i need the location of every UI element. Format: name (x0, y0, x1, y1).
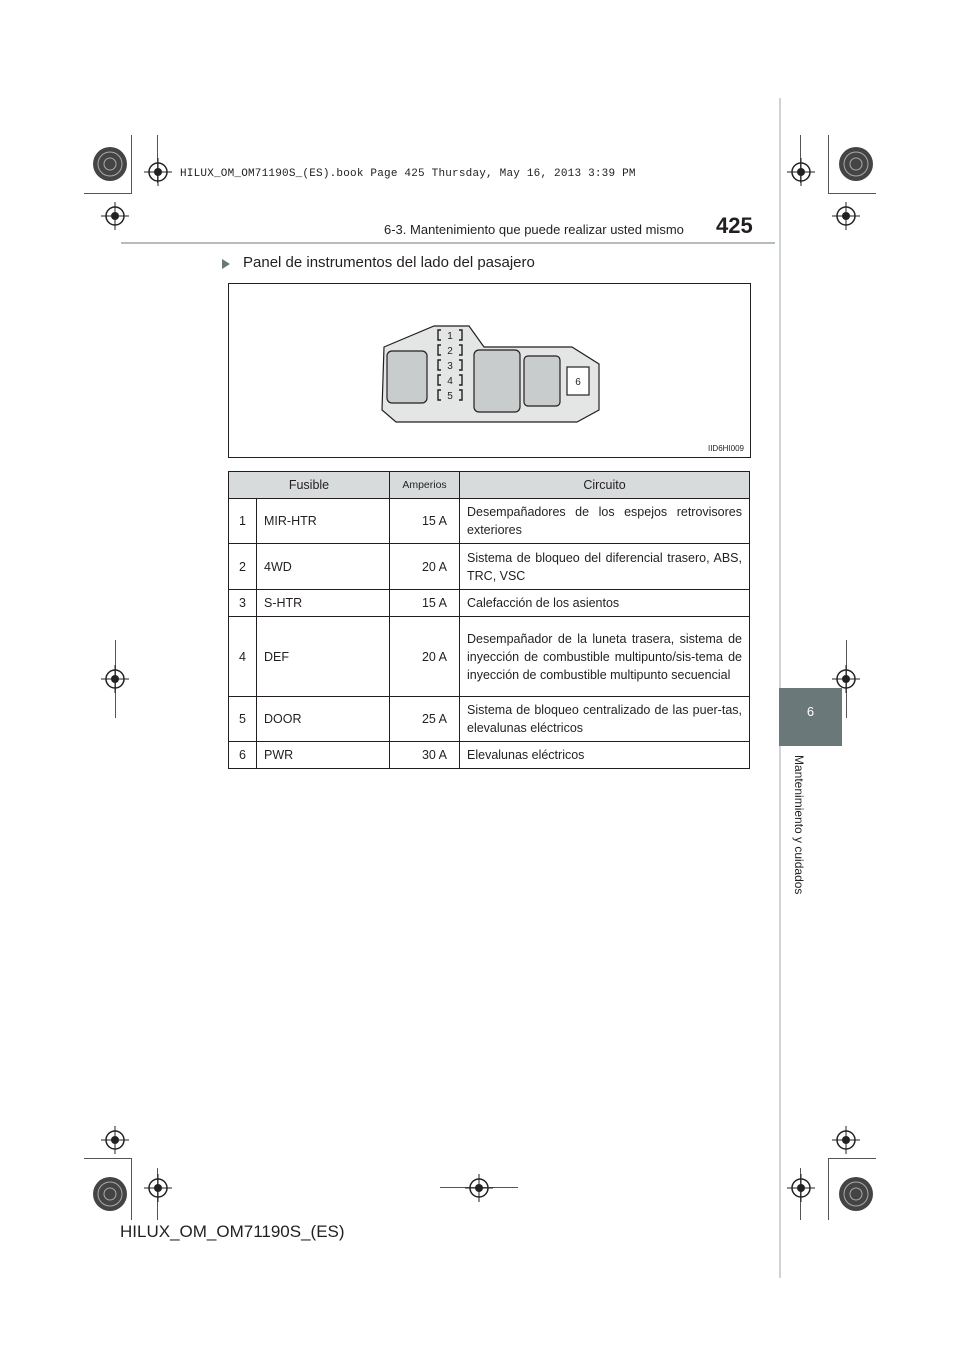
fuse-circuit: Calefacción de los asientos (460, 590, 750, 617)
registration-mark-icon (101, 1126, 129, 1154)
registration-mark-icon (144, 1174, 172, 1202)
table-row (229, 697, 750, 742)
fuse-name: 4WD (257, 544, 390, 590)
registration-mark-icon (787, 158, 815, 186)
table-row (229, 617, 750, 697)
registration-mark-icon (101, 202, 129, 230)
registration-mark-icon (144, 158, 172, 186)
rosette-mark-icon (92, 1176, 128, 1212)
fuse-amps: 30 A (390, 742, 460, 769)
footer-doc-code: HILUX_OM_OM71190S_(ES) (120, 1222, 345, 1241)
registration-mark-icon (101, 665, 129, 693)
fuse-name: MIR-HTR (257, 499, 390, 544)
fuse-number: 5 (229, 697, 257, 742)
rosette-mark-icon (838, 1176, 874, 1212)
fuse-amps: 15 A (390, 590, 460, 617)
header-fuse: Fusible (229, 472, 390, 499)
table-row (229, 590, 750, 617)
fuse-table (228, 471, 750, 769)
section-title: 6-3. Mantenimiento que puede realizar usted mismo (384, 222, 684, 237)
chapter-tab[interactable] (779, 688, 842, 746)
table-row (229, 742, 750, 769)
fuse-amps: 20 A (390, 544, 460, 590)
fuse-label-3: 3 (447, 361, 453, 372)
fuse-circuit: Desempañadores de los espejos retrovisores exteriores (460, 499, 750, 544)
fuse-amps: 15 A (390, 499, 460, 544)
registration-mark-icon (832, 1126, 860, 1154)
fuse-name: S-HTR (257, 590, 390, 617)
figure-code: IID6HI009 (707, 444, 744, 453)
bullet-arrow-icon (222, 259, 230, 269)
fuse-label-4: 4 (447, 376, 453, 387)
subheading: Panel de instrumentos del lado del pasajero (243, 254, 535, 271)
fuse-label-6: 6 (575, 377, 581, 388)
rosette-mark-icon (92, 146, 128, 182)
fuse-amps: 20 A (390, 617, 460, 697)
fuse-amps: 25 A (390, 697, 460, 742)
fuse-circuit: Elevalunas eléctricos (460, 742, 750, 769)
fuse-number: 2 (229, 544, 257, 590)
header-circuit: Circuito (460, 472, 750, 499)
fuse-box-diagram (229, 284, 750, 457)
table-row (229, 544, 750, 590)
registration-mark-icon (465, 1174, 493, 1202)
fuse-circuit: Sistema de bloqueo del diferencial trasero, ABS, TRC, VSC (460, 544, 750, 590)
fuse-name: DOOR (257, 697, 390, 742)
fuse-name: DEF (257, 617, 390, 697)
page-number: 425 (716, 213, 753, 238)
fuse-label-1: 1 (447, 331, 453, 342)
registration-mark-icon (832, 202, 860, 230)
table-row (229, 499, 750, 544)
rosette-mark-icon (838, 146, 874, 182)
header-amps: Amperios (390, 472, 460, 499)
fuse-number: 1 (229, 499, 257, 544)
fuse-number: 6 (229, 742, 257, 769)
table-header-row (229, 472, 750, 499)
registration-mark-icon (787, 1174, 815, 1202)
chapter-number: 6 (806, 704, 815, 719)
fuse-circuit: Sistema de bloqueo centralizado de las puer-tas, elevalunas eléctricos (460, 697, 750, 742)
fuse-circuit: Desempañador de la luneta trasera, sistema de inyección de combustible multipunto/sis-tema de inyección de combustible multipunto secuencial (460, 617, 750, 697)
header-rule (121, 242, 775, 244)
fuse-name: PWR (257, 742, 390, 769)
fuse-box-figure (228, 283, 751, 458)
fuse-number: 4 (229, 617, 257, 697)
fuse-label-2: 2 (447, 346, 453, 357)
print-stamp: HILUX_OM_OM71190S_(ES).book Page 425 Thursday, May 16, 2013 3:39 PM (180, 168, 636, 180)
chapter-title: Mantenimiento y cuidados (792, 755, 806, 895)
fuse-number: 3 (229, 590, 257, 617)
fuse-label-5: 5 (447, 391, 453, 402)
